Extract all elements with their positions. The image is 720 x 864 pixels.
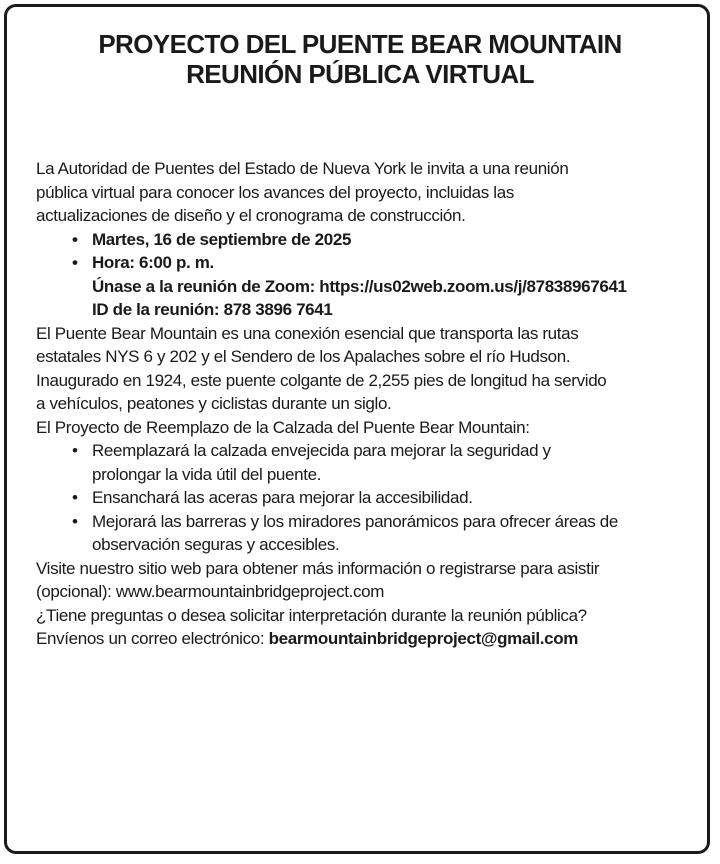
scope-item	[36, 439, 696, 486]
scope-item-line-2: prolongar la vida útil del puente.	[92, 464, 322, 484]
about-line-3: Inaugurado en 1924, este puente colgante de 2,255 pies de longitud ha servido	[36, 370, 607, 390]
meeting-time-text: Hora: 6:00 p. m.	[92, 253, 214, 272]
project-scope-list	[36, 439, 696, 557]
bullet: •	[72, 441, 78, 460]
zoom-link[interactable]: Únase a la reunión de Zoom: https://us02web.zoom.us/j/87838967641	[92, 276, 627, 296]
intro-line-2: pública virtual para conocer los avances del proyecto, incluidas las	[36, 182, 514, 202]
email-line	[36, 627, 696, 651]
scope-item-line-2: observación seguras y accesibles.	[92, 535, 340, 554]
meeting-date	[36, 228, 696, 252]
meeting-date-text: Martes, 16 de septiembre de 2025	[92, 229, 352, 249]
meeting-time	[36, 251, 696, 322]
email-prefix: Envíenos un correo electrónico:	[36, 629, 269, 648]
intro-line-3: actualizaciones de diseño y el cronograma de construcción.	[36, 206, 466, 225]
bullet: •	[72, 229, 78, 249]
meeting-details	[36, 228, 696, 322]
bullet: •	[72, 511, 78, 531]
visit-paragraph	[36, 557, 696, 604]
intro-line-1: La Autoridad de Puentes del Estado de Nueva York le invita a una reunión	[36, 159, 569, 178]
question-line: ¿Tiene preguntas o desea solicitar interpretación durante la reunión pública?	[36, 605, 587, 625]
email-link[interactable]: bearmountainbridgeproject@gmail.com	[268, 629, 579, 648]
scope-item-line-1: Mejorará las barreras y los miradores panorámicos para ofrecer áreas de	[92, 511, 618, 531]
intro-paragraph	[36, 157, 696, 228]
notice-title	[0, 29, 720, 89]
bullet: •	[72, 488, 78, 507]
bullet: •	[72, 253, 78, 272]
website-link[interactable]: (opcional): www.bearmountainbridgeproject.com	[36, 582, 385, 601]
title-line-2: REUNIÓN PÚBLICA VIRTUAL	[186, 59, 534, 89]
title-line-1: PROYECTO DEL PUENTE BEAR MOUNTAIN	[98, 29, 622, 59]
visit-line-1: Visite nuestro sitio web para obtener más información o registrarse para asistir	[36, 558, 600, 578]
scope-item	[36, 510, 696, 557]
notice-body	[36, 157, 696, 651]
about-line-4: a vehículos, peatones y ciclistas durante un siglo.	[36, 394, 392, 413]
about-line-1: El Puente Bear Mountain es una conexión esencial que transporta las rutas	[36, 323, 579, 343]
about-line-2: estatales NYS 6 y 202 y el Sendero de los Apalaches sobre el río Hudson.	[36, 347, 571, 366]
scope-item-line-1: Reemplazará la calzada envejecida para mejorar la seguridad y	[92, 441, 551, 460]
scope-item-line-1: Ensanchará las aceras para mejorar la accesibilidad.	[92, 488, 473, 507]
about-paragraph	[36, 322, 696, 416]
scope-item	[36, 486, 696, 510]
meeting-id: ID de la reunión: 878 3896 7641	[92, 300, 333, 319]
project-heading: El Proyecto de Reemplazo de la Calzada del Puente Bear Mountain:	[36, 417, 530, 437]
